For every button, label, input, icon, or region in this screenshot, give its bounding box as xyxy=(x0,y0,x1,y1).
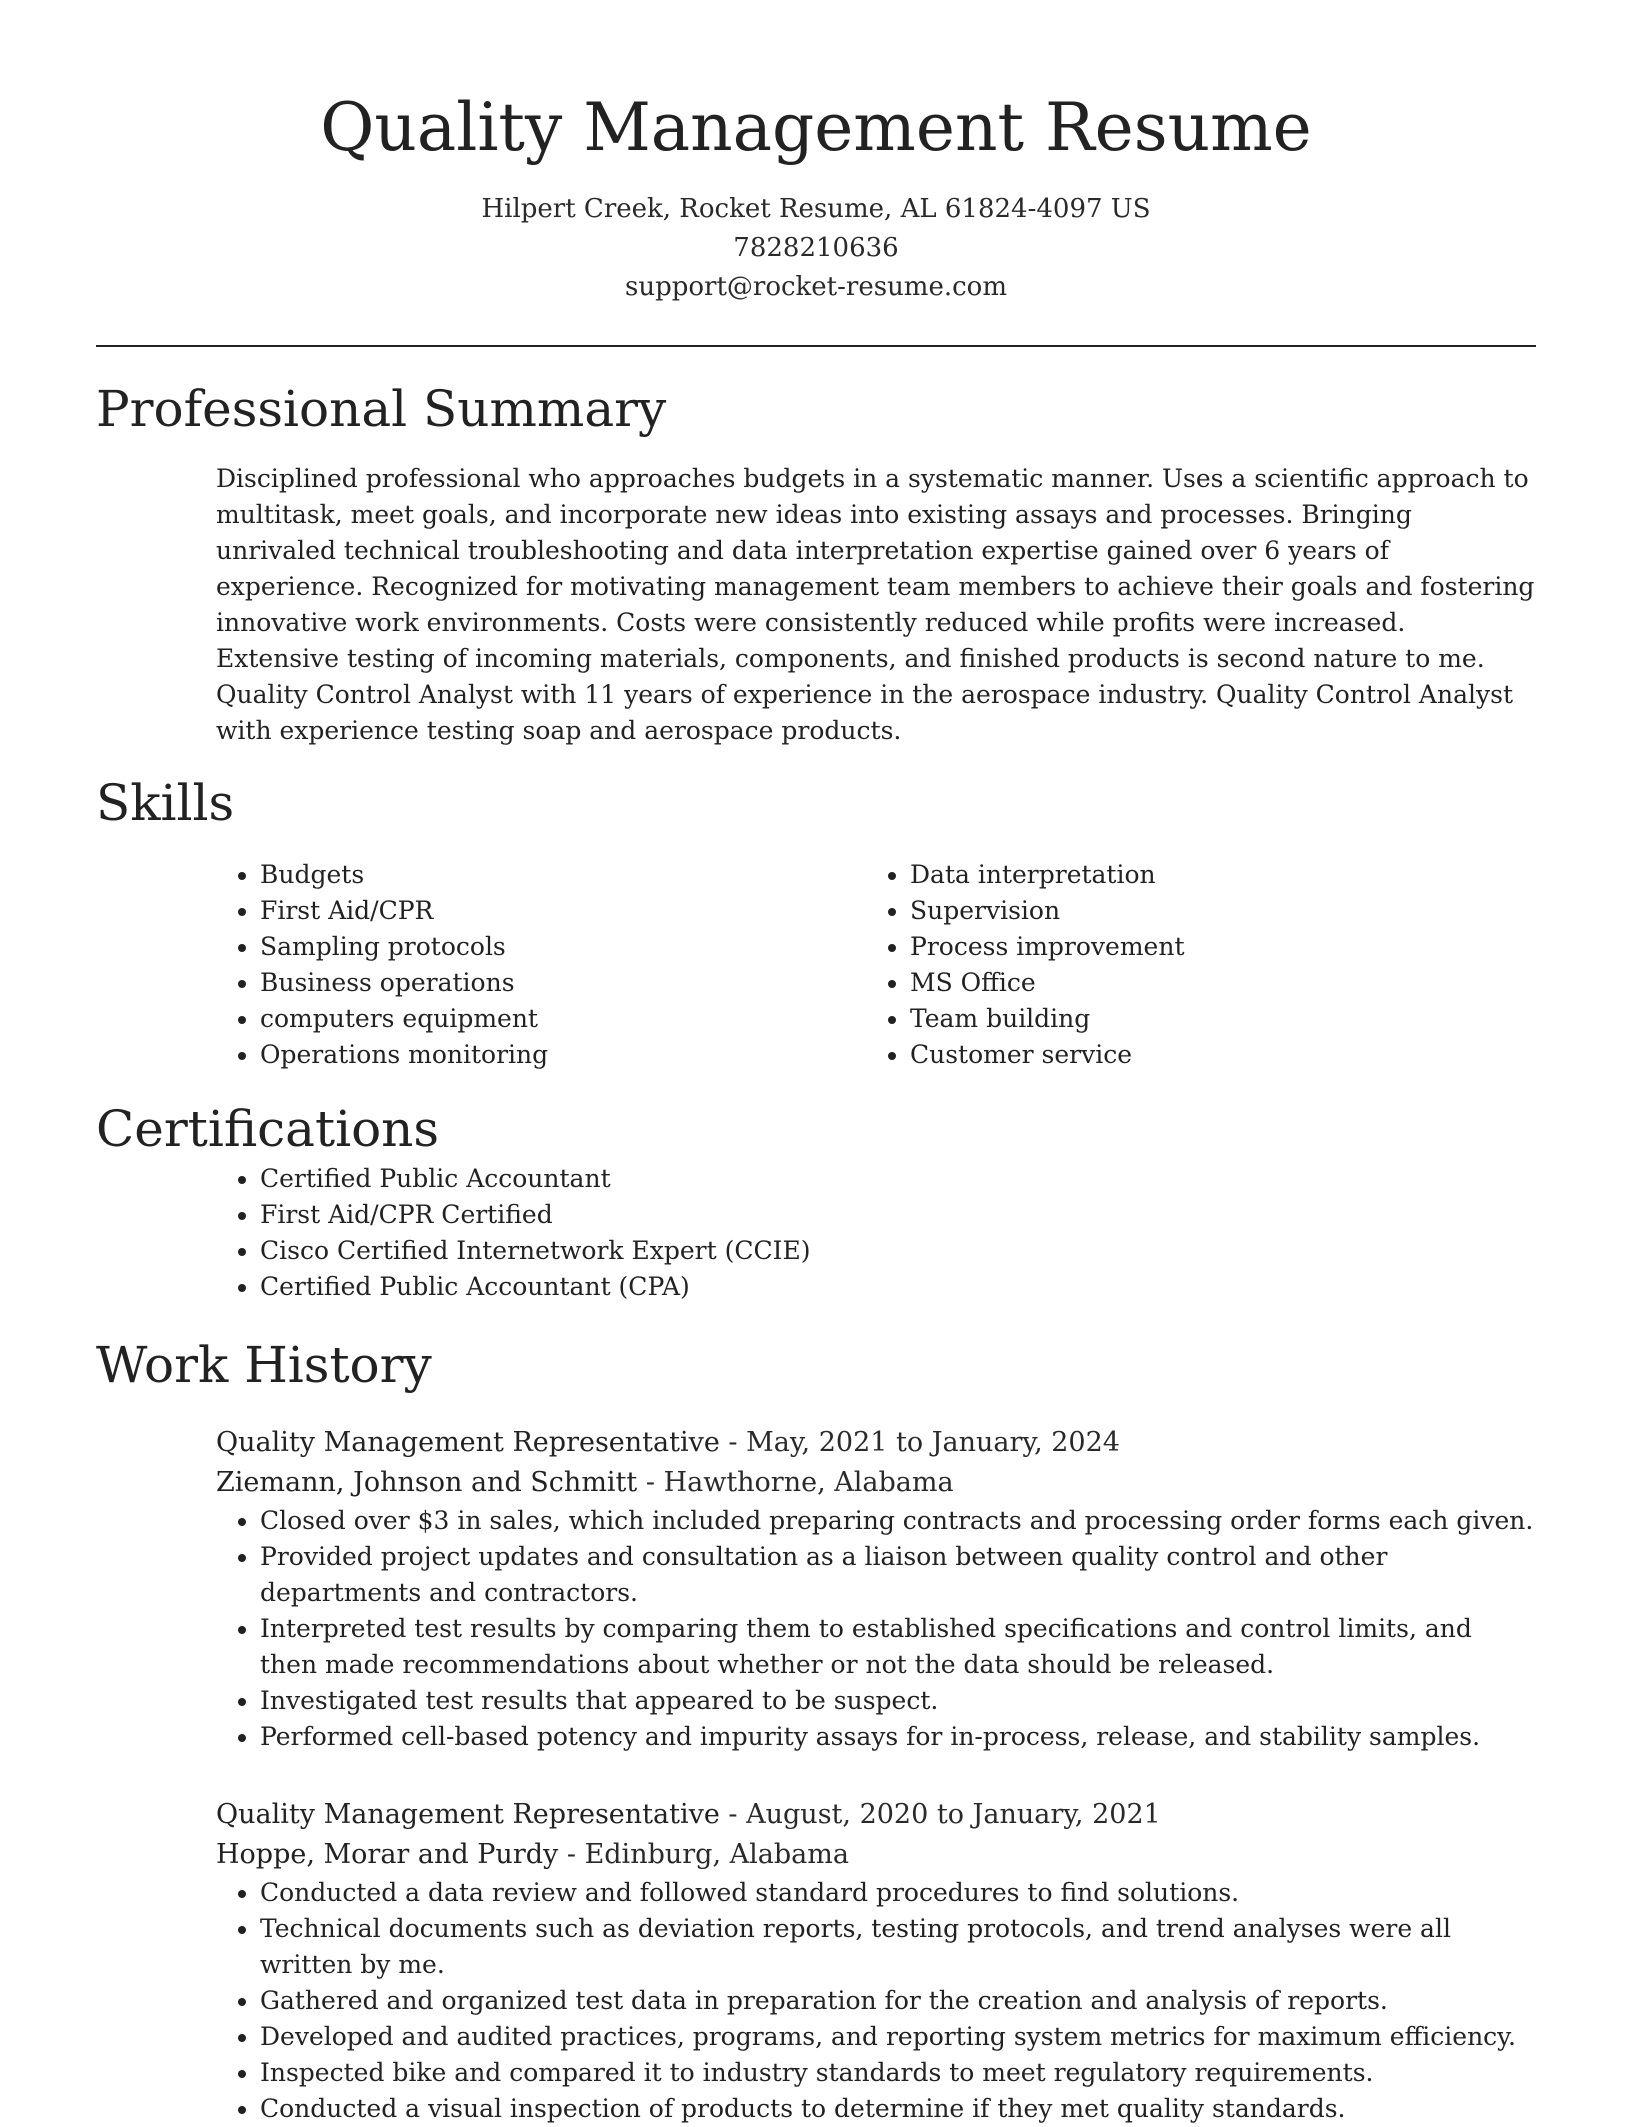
skill-item: • Data interpretation xyxy=(910,857,1536,893)
skill-item: • Budgets xyxy=(260,857,866,893)
job-duties-list xyxy=(216,1503,1536,1755)
job-title-line xyxy=(216,1795,1536,1835)
job-location: Hawthorne, Alabama xyxy=(663,1467,954,1498)
skills-section xyxy=(216,857,1536,1073)
contact-email: support@rocket-resume.com xyxy=(624,272,1007,302)
skill-item: • First Aid/CPR xyxy=(260,893,866,929)
job-dates: May, 2021 to January, 2024 xyxy=(746,1427,1120,1458)
job-dash: - xyxy=(719,1799,747,1830)
certification-item: • Cisco Certified Internetwork Expert (CCIE) xyxy=(260,1233,1536,1269)
job-company: Hoppe, Morar and Purdy xyxy=(216,1839,559,1870)
job-dash: - xyxy=(719,1427,747,1458)
skill-item: • Operations monitoring xyxy=(260,1037,866,1073)
job-dash: - xyxy=(558,1839,585,1870)
job-title-line xyxy=(216,1423,1536,1463)
certification-item: • First Aid/CPR Certified xyxy=(260,1197,1536,1233)
certifications-list xyxy=(216,1161,1536,1305)
job-company-line xyxy=(216,1835,1536,1875)
summary-section xyxy=(216,461,1536,749)
resume-title: Quality Management Resume xyxy=(320,89,1312,166)
job-company: Ziemann, Johnson and Schmitt xyxy=(216,1467,638,1498)
summary-heading: Professional Summary xyxy=(96,380,667,438)
job-title: Quality Management Representative xyxy=(216,1427,720,1458)
header-divider xyxy=(96,345,1536,347)
contact-address: Hilpert Creek, Rocket Resume, AL 61824-4097 US xyxy=(481,194,1151,224)
job-entry xyxy=(216,1423,1536,1755)
job-dash: - xyxy=(637,1467,664,1498)
skill-item: • Team building xyxy=(910,1001,1536,1037)
skill-item: • MS Office xyxy=(910,965,1536,1001)
job-duty: • Developed and audited practices, programs, and reporting system metrics for maximum efficiency. xyxy=(260,2019,1536,2055)
job-duty: • Closed over $3 in sales, which included preparing contracts and processing order forms each given. xyxy=(260,1503,1536,1539)
certifications-heading: Certifications xyxy=(96,1100,440,1158)
contact-phone: 7828210636 xyxy=(733,233,899,263)
certification-item: • Certified Public Accountant (CPA) xyxy=(260,1269,1536,1305)
job-location: Edinburg, Alabama xyxy=(584,1839,849,1870)
skill-item: • Sampling protocols xyxy=(260,929,866,965)
skill-item: • Supervision xyxy=(910,893,1536,929)
job-duty: • Conducted a visual inspection of products to determine if they met quality standards. xyxy=(260,2091,1536,2127)
job-dates: August, 2020 to January, 2021 xyxy=(746,1799,1161,1830)
job-duty: • Performed cell-based potency and impurity assays for in-process, release, and stability samples. xyxy=(260,1719,1536,1755)
job-duty: • Inspected bike and compared it to industry standards to meet regulatory requirements. xyxy=(260,2055,1536,2091)
skill-item: • Business operations xyxy=(260,965,866,1001)
summary-text: Disciplined professional who approaches budgets in a systematic manner. Uses a scientific approach to multitask, meet goals, and incorporate new ideas into existing assays and processes. Bringing unrivaled technical troubleshooting and data interpretation expertise gained over 6 years of experience. Recognized for motivating management team members to achieve their goals and fostering innovative work environments. Costs were consistently reduced while profits were increased. Extensive testing of incoming materials, components, and finished products is second nature to me. Quality Control Analyst with 11 years of experience in the aerospace industry. Quality Control Analyst with experience testing soap and aerospace products. xyxy=(216,464,1535,745)
skills-list-left xyxy=(216,857,866,1073)
work-history-section xyxy=(216,1423,1536,2127)
job-title: Quality Management Representative xyxy=(216,1799,720,1830)
job-duties-list xyxy=(216,1875,1536,2127)
job-duty: • Provided project updates and consultation as a liaison between quality control and other departments and contractors. xyxy=(260,1539,1536,1611)
skill-item: • Customer service xyxy=(910,1037,1536,1073)
skills-grid xyxy=(216,857,1536,1073)
job-duty: • Conducted a data review and followed standard procedures to find solutions. xyxy=(260,1875,1536,1911)
job-duty: • Gathered and organized test data in preparation for the creation and analysis of reports. xyxy=(260,1983,1536,2019)
skills-list-right xyxy=(866,857,1536,1073)
skill-item: • Process improvement xyxy=(910,929,1536,965)
job-company-line xyxy=(216,1463,1536,1503)
job-duty: • Technical documents such as deviation reports, testing protocols, and trend analyses were all written by me. xyxy=(260,1911,1536,1983)
skill-item: • computers equipment xyxy=(260,1001,866,1037)
resume-header xyxy=(96,0,1536,307)
skills-heading: Skills xyxy=(96,774,235,832)
job-entry xyxy=(216,1795,1536,2127)
certification-item: • Certified Public Accountant xyxy=(260,1161,1536,1197)
job-duty: • Investigated test results that appeared to be suspect. xyxy=(260,1683,1536,1719)
resume-page xyxy=(96,0,1536,2127)
job-duty: • Interpreted test results by comparing them to established specifications and control limits, and then made recommendations about whether or not the data should be released. xyxy=(260,1611,1536,1683)
certifications-section xyxy=(216,1161,1536,1305)
work-history-heading: Work History xyxy=(96,1336,432,1394)
